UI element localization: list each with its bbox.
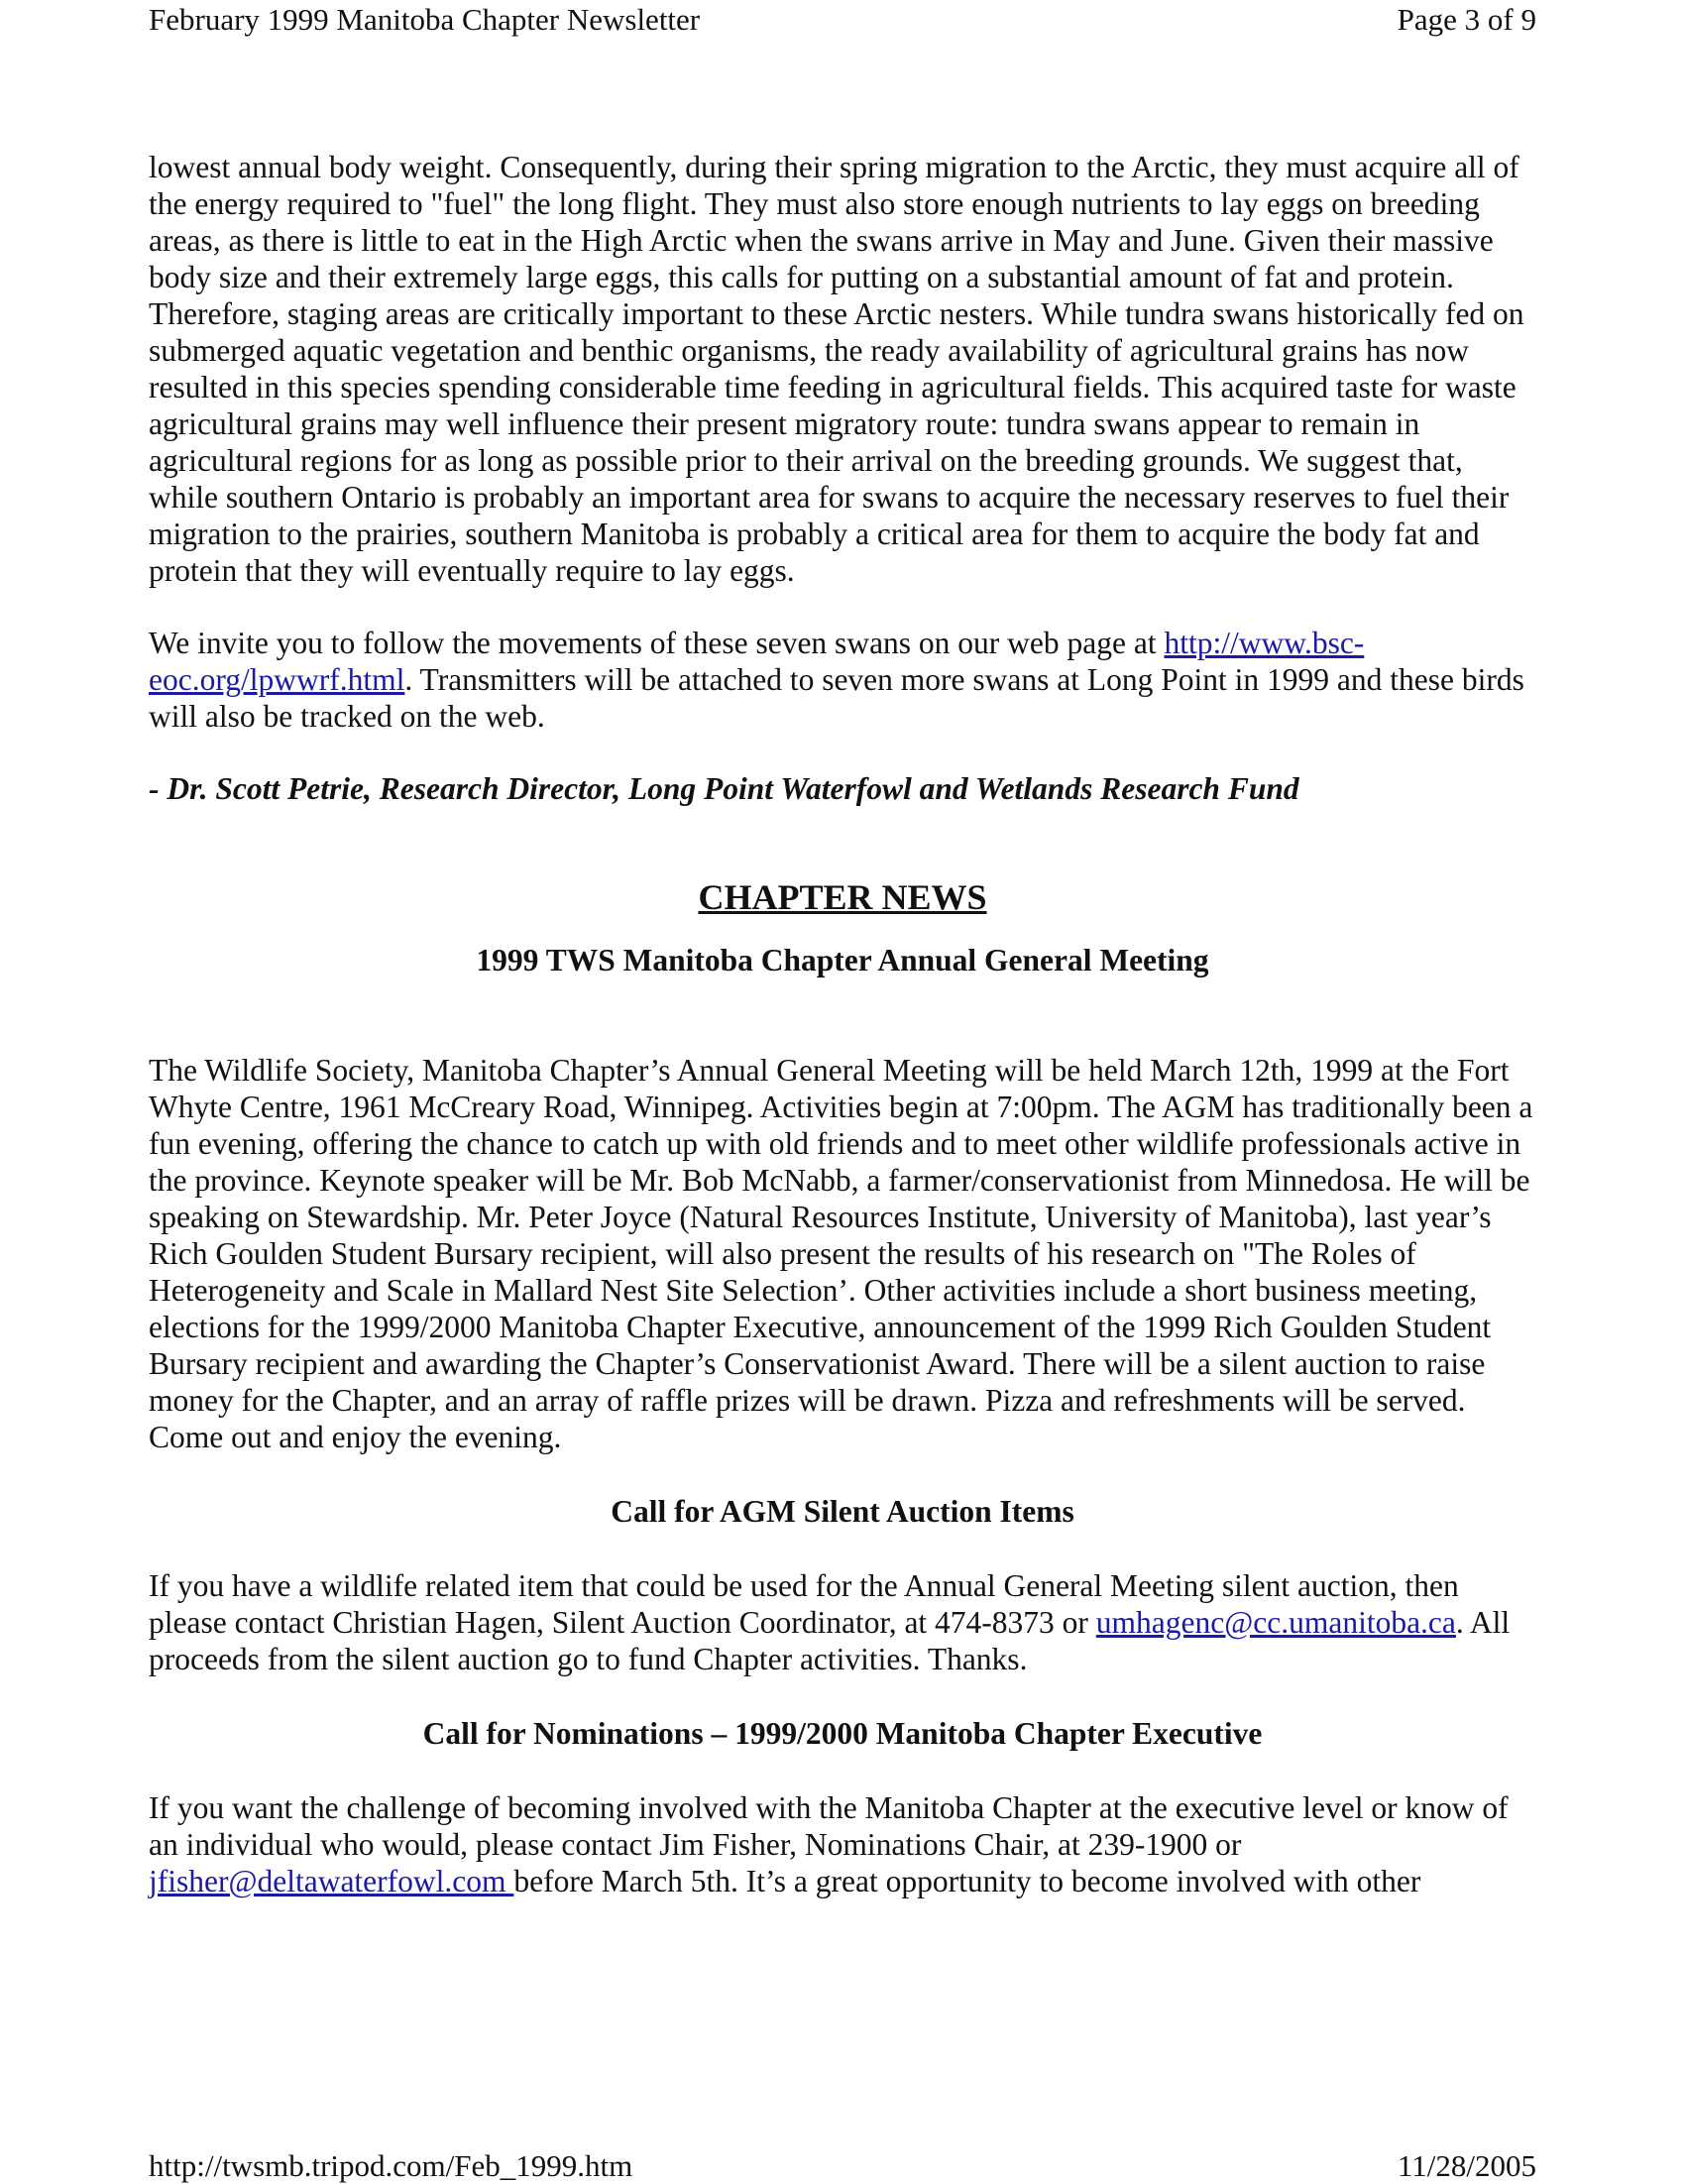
footer-url: http://twsmb.tripod.com/Feb_1999.htm	[149, 2148, 633, 2183]
paragraph-text: If you have a wildlife related item that could be used for the Annual General Meeting silent auction, then please contact Christian Hagen, Silent Auction Coordinator, at 474-8373 or	[149, 1568, 1459, 1640]
auction-heading: Call for AGM Silent Auction Items	[611, 1494, 1074, 1529]
page-number: Page 3 of 9	[1397, 2, 1536, 37]
paragraph-text: If you want the challenge of becoming involved with the Manitoba Chapter at the executive level or know of an individual who would, please contact Jim Fisher, Nominations Chair, at 239-1900 or	[149, 1790, 1509, 1862]
section-title: CHAPTER NEWS	[698, 877, 987, 917]
nominations-email-link[interactable]: jfisher@deltawaterfowl.com	[149, 1864, 514, 1898]
agm-heading: 1999 TWS Manitoba Chapter Annual General Meeting	[476, 943, 1209, 977]
newsletter-title: February 1999 Manitoba Chapter Newsletter	[149, 2, 701, 37]
paragraph-text: We invite you to follow the movements of these seven swans on our web page at	[149, 626, 1165, 660]
paragraph-text: . Transmitters will be attached to seven more swans at Long Point in 1999 and these birds will also be tracked on the web.	[149, 662, 1524, 734]
paragraph-text: . All proceeds from the silent auction go to fund Chapter activities. Thanks.	[149, 1605, 1511, 1676]
auction-body	[149, 1567, 1536, 1677]
agm-body: The Wildlife Society, Manitoba Chapter’s Annual General Meeting will be held March 12th, 1999 at the Fort Whyte Centre, 1961 McCreary Road, Winnipeg. Activities begin at 7:00pm. The AGM has traditionally been a fun evening, offering the chance to catch up with old friends and to meet other wildlife professionals active in the province. Keynote speaker will be Mr. Bob McNabb, a farmer/conservationist from Minnedosa. He will be speaking on Stewardship. Mr. Peter Joyce (Natural Resources Institute, University of Manitoba), last year’s Rich Goulden Student Bursary recipient, will also present the results of his research on "The Roles of Heterogeneity and Scale in Mallard Nest Site Selection’. Other activities include a short business meeting, elections for the 1999/2000 Manitoba Chapter Executive, announcement of the 1999 Rich Goulden Student Bursary recipient and awarding the Chapter’s Conservationist Award. There will be a silent auction to raise money for the Chapter, and an array of raffle prizes will be drawn. Pizza and refreshments will be served. Come out and enjoy the evening.	[149, 1053, 1533, 1454]
nominations-body	[149, 1789, 1536, 1899]
author-byline: - Dr. Scott Petrie, Research Director, Long Point Waterfowl and Wetlands Research Fund	[149, 771, 1299, 806]
article-paragraph: lowest annual body weight. Consequently, during their spring migration to the Arctic, they must acquire all of the energy required to "fuel" the long flight. They must also store enough nutrients to lay eggs on breeding areas, as there is little to eat in the High Arctic when the swans arrive in May and June. Given their massive body size and their extremely large eggs, this calls for putting on a substantial amount of fat and protein. Therefore, staging areas are critically important to these Arctic nesters. While tundra swans historically fed on submerged aquatic vegetation and benthic organisms, the ready availability of agricultural grains has now resulted in this species spending considerable time feeding in agricultural fields. This acquired taste for waste agricultural grains may well influence their present migratory route: tundra swans appear to remain in agricultural regions for as long as possible prior to their arrival on the breeding grounds. We suggest that, while southern Ontario is probably an important area for swans to acquire the necessary reserves to fuel their migration to the prairies, southern Manitoba is probably a critical area for them to acquire the body fat and protein that they will eventually require to lay eggs.	[149, 150, 1524, 588]
auction-email-link[interactable]: umhagenc@cc.umanitoba.ca	[1095, 1605, 1456, 1640]
swan-tracking-link[interactable]: http://www.bsc-eoc.org/lpwwrf.html	[149, 626, 1365, 697]
paragraph-text: before March 5th. It’s a great opportunity to become involved with other	[513, 1864, 1421, 1898]
page-content	[149, 149, 1536, 1899]
article-paragraph-web	[149, 625, 1536, 735]
nominations-heading: Call for Nominations – 1999/2000 Manitoba Chapter Executive	[422, 1716, 1263, 1751]
footer-date: 11/28/2005	[1397, 2148, 1536, 2183]
